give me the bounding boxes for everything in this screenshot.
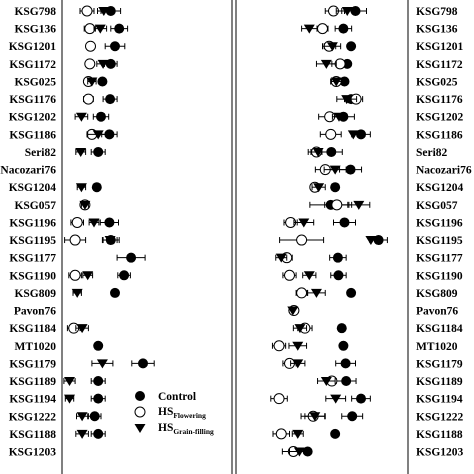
right-label-ksg1196: KSG1196 (416, 217, 463, 230)
left-label-ksg1195: KSG1195 (9, 235, 56, 248)
p1-control-seri82-point (93, 147, 103, 157)
left-label-ksg136: KSG136 (14, 23, 56, 36)
p2-control-ksg809-point (346, 288, 356, 298)
left-label-ksg1176: KSG1176 (9, 94, 56, 107)
left-label-ksg1203: KSG1203 (8, 446, 56, 459)
p1-hs-flowering-ksg1176-point (83, 94, 93, 104)
p1-control-mt1020-point (93, 341, 103, 351)
p1-control-ksg1194-point (93, 394, 103, 404)
legend-hs-grain-marker (135, 424, 146, 433)
p1-hs-flowering-ksg1172-point (85, 59, 95, 69)
legend-hs-flowering-base: HS (158, 406, 174, 418)
left-label-ksg1177: KSG1177 (9, 252, 56, 265)
p1-control-ksg1196-point (104, 217, 114, 227)
p2-control-ksg1194-point (356, 394, 366, 404)
left-label-seri82: Seri82 (24, 146, 56, 159)
right-label-ksg1186: KSG1186 (416, 129, 463, 142)
p1-control-ksg1201-point (110, 41, 120, 51)
p1-control-ksg809-point (110, 288, 120, 298)
legend-hs-grain-label (158, 422, 214, 436)
p1-hs-flowering-ksg1201-point (86, 41, 96, 51)
legend-hs-grain-sub: Grain-filling (173, 427, 214, 436)
right-label-ksg1202: KSG1202 (416, 111, 464, 124)
left-label-ksg1222: KSG1222 (8, 411, 56, 424)
right-label-ksg1204: KSG1204 (416, 182, 464, 195)
right-label-ksg1189: KSG1189 (416, 376, 463, 389)
p1-hs-flowering-ksg1196-point (72, 217, 82, 227)
p1-hs-flowering-ksg798-point (82, 6, 92, 16)
p1-control-ksg1188-point (93, 429, 103, 439)
right-label-ksg1172: KSG1172 (416, 58, 463, 71)
p2-control-ksg1190-point (333, 270, 343, 280)
right-label-ksg1177: KSG1177 (416, 252, 463, 265)
left-label-ksg1188: KSG1188 (9, 428, 56, 441)
legend-hs-flowering-sub: Flowering (173, 411, 206, 420)
p2-hs-flowering-ksg1195-point (297, 235, 307, 245)
right-label-mt1020: MT1020 (416, 340, 458, 353)
p2-hs-flowering-ksg057-point (332, 200, 342, 210)
p2-hs-flowering-ksg1190-point (285, 270, 295, 280)
p2-hs-flowering-ksg1186-point (326, 129, 336, 139)
right-label-ksg1203: KSG1203 (416, 446, 464, 459)
p1-control-ksg136-point (114, 24, 124, 34)
p1-control-ksg1202-point (96, 112, 106, 122)
right-label-ksg1222: KSG1222 (416, 411, 464, 424)
left-label-mt1020: MT1020 (14, 340, 56, 353)
right-label-ksg025: KSG025 (416, 76, 458, 89)
left-label-ksg1202: KSG1202 (8, 111, 56, 124)
data-marks (64, 6, 388, 457)
left-category-labels (0, 6, 56, 459)
p2-control-ksg1177-point (333, 253, 343, 263)
right-category-labels (416, 6, 472, 459)
p2-control-ksg1201-point (346, 41, 356, 51)
right-label-ksg1188: KSG1188 (416, 428, 463, 441)
right-label-ksg1201: KSG1201 (416, 41, 464, 54)
p2-control-ksg1204-point (330, 182, 340, 192)
p2-hs-flowering-mt1020-point (274, 341, 284, 351)
left-label-ksg1186: KSG1186 (9, 129, 56, 142)
p1-control-ksg1179-point (138, 358, 148, 368)
left-label-ksg1201: KSG1201 (8, 41, 56, 54)
left-label-ksg025: KSG025 (14, 76, 56, 89)
left-label-ksg798: KSG798 (14, 6, 56, 18)
p2-hs-flowering-ksg1194-point (274, 394, 284, 404)
right-label-pavon76: Pavon76 (416, 305, 459, 318)
p2-control-mt1020-point (338, 341, 348, 351)
p2-control-ksg1188-point (330, 429, 340, 439)
right-label-ksg1194: KSG1194 (416, 393, 463, 406)
left-label-ksg1204: KSG1204 (8, 182, 56, 195)
left-label-pavon76: Pavon76 (13, 305, 56, 318)
left-label-nacozari76: Nacozari76 (0, 164, 56, 177)
p1-control-ksg1189-point (93, 376, 103, 386)
right-label-ksg057: KSG057 (416, 199, 458, 212)
p2-control-ksg136-point (338, 24, 348, 34)
p1-hs-flowering-ksg136-point (85, 24, 95, 34)
p1-control-ksg1222-point (90, 411, 100, 421)
right-label-ksg1179: KSG1179 (416, 358, 463, 371)
legend-hs-flowering-label (158, 406, 206, 420)
p2-control-ksg1184-point (337, 323, 347, 333)
legend-hs-flowering-marker (135, 407, 145, 417)
right-label-nacozari76: Nacozari76 (416, 164, 472, 177)
p1-control-ksg1177-point (126, 253, 136, 263)
left-label-ksg1189: KSG1189 (9, 376, 56, 389)
right-label-ksg136: KSG136 (416, 23, 458, 36)
left-label-ksg057: KSG057 (14, 199, 56, 212)
p2-control-ksg1179-point (341, 358, 351, 368)
p1-control-ksg1204-point (92, 182, 102, 192)
p1-control-ksg025-point (97, 76, 107, 86)
right-label-ksg1190: KSG1190 (416, 270, 463, 283)
p2-control-nacozari76-point (346, 165, 356, 175)
left-label-ksg1172: KSG1172 (9, 58, 56, 71)
p1-hs-flowering-ksg1195-point (70, 235, 80, 245)
p2-hs-flowering-ksg809-point (297, 288, 307, 298)
right-label-ksg798: KSG798 (416, 6, 458, 18)
p1-control-ksg1176-point (105, 94, 115, 104)
p2-control-ksg1196-point (340, 217, 350, 227)
right-label-ksg1176: KSG1176 (416, 94, 463, 107)
legend (135, 391, 215, 436)
right-label-seri82: Seri82 (416, 146, 448, 159)
p2-hs-flowering-ksg136-point (318, 24, 328, 34)
legend-hs-grain-base: HS (158, 422, 174, 434)
right-label-ksg1195: KSG1195 (416, 235, 463, 248)
right-label-ksg1184: KSG1184 (416, 323, 463, 336)
left-label-ksg1196: KSG1196 (9, 217, 56, 230)
p1-hs-flowering-ksg1190-point (70, 270, 80, 280)
p1-control-ksg1190-point (119, 270, 129, 280)
p2-hs-flowering-ksg1188-point (276, 429, 286, 439)
left-label-ksg809: KSG809 (14, 287, 56, 300)
p2-control-ksg1222-point (347, 411, 357, 421)
left-label-ksg1190: KSG1190 (9, 270, 56, 283)
p2-control-ksg1189-point (341, 376, 351, 386)
left-label-ksg1194: KSG1194 (9, 393, 56, 406)
left-label-ksg1184: KSG1184 (9, 323, 56, 336)
right-label-ksg809: KSG809 (416, 287, 458, 300)
legend-control-label: Control (158, 391, 197, 403)
legend-control-marker (135, 391, 145, 401)
left-label-ksg1179: KSG1179 (9, 358, 56, 371)
